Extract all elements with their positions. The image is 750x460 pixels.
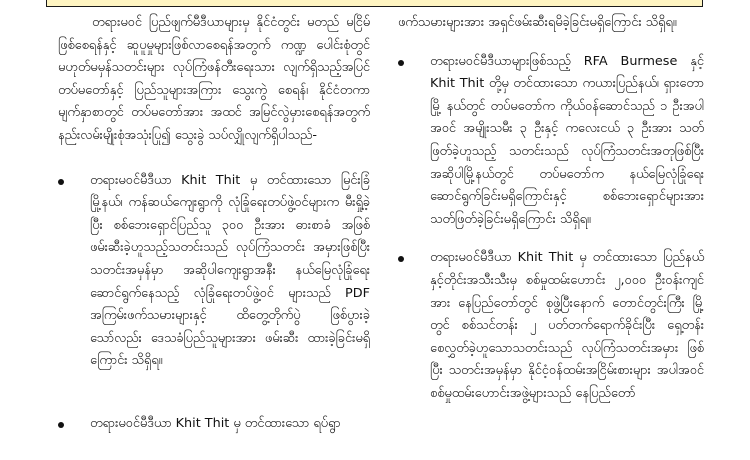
bullet-icon: [58, 422, 64, 428]
list-item: [398, 51, 704, 232]
list-item-text: တရားမဝင်မီဒီယာများဖြစ်သည့် RFA Burmese နှင့် Khit Thit တို့မှ တင်ထားသော ကယားပြည်နယ်၊ ရှားတောမြို့ နယ်တွင် တပ်မတော်က ကိုယ်ဝန်ဆောင်သည် ၁ ဦးအပါ အဝင် အမျိုးသမီး ၃ ဦးနှင့် ကလေးငယ် ၃ ဦးအား သတ် ဖြတ်ခဲ့ဟူသည့် သတင်းသည် လုပ်ကြံသတင်းအတုဖြစ်ပြီး အဆိုပါမြို့နယ်တွင် တပ်မတော်က နယ်မြေလုံခြုံရေး ဆောင်ရွက်ခြင်းမရှိကြောင်းနှင့် စစ်ဘေးရှောင်များအား သတ်ဖြတ်ခဲ့ခြင်းမရှိကြောင်း သိရှိရ။: [430, 53, 704, 227]
header-banner: [46, 0, 703, 7]
left-column: [58, 12, 370, 436]
continued-paragraph: ဖက်သမားများအား အရှင်ဖမ်းဆီးရမိခဲ့ခြင်းမရှိကြောင်း သိရှိရ။: [398, 15, 677, 30]
bullet-icon: [58, 179, 64, 185]
list-item: [398, 247, 704, 405]
bullet-icon: [398, 256, 404, 262]
intro-paragraph: တရားမဝင် ပြည်ဖျက်မီဒီယာများမှ နိုင်ငံတွင်း မတည် မငြိမ်ဖြစ်စေရန်နှင့် ဆူပူမှုများဖြစ်လာစေရန်အတွက် ကဏ္ဍ ပေါင်းစုံတွင် မဟုတ်မမှန်သတင်းများ လုပ်ကြံဖန်တီးရေးသား လျက်ရှိသည့်အပြင် တပ်မတော်နှင့် ပြည်သူများအကြား သွေးကွဲ စေရန်၊ နိုင်ငံတကာမျက်နှာစာတွင် တပ်မတော်အား အထင် အမြင်လွဲမှားစေရန်အတွက် နည်းလမ်းမျိုးစုံအသုံးပြု၍ သွေးခွဲ သပ်လျှိုလျက်ရှိပါသည်-: [58, 15, 370, 143]
list-item-text: တရားမဝင်မီဒီယာ Khit Thit မှ တင်ထားသော ရပ်ရွာ: [90, 415, 341, 431]
list-item-text: တရားမဝင်မီဒီယာ Khit Thit မှ တင်ထားသော မြင်းခြံ မြို့နယ်၊ ကန်ဆယ်ကျေးရွာကို လုံခြုံရေးတပ်ဖွဲ့ဝင်များက မီးရှို့ခဲ့ပြီး စစ်ဘေးရှောင်ပြည်သူ ၃၀၀ ဦးအား ဓားစာခံ အဖြစ် ဖမ်းဆီးခဲ့ဟူသည့်သတင်းသည် လုပ်ကြံသတင်း အမှားဖြစ်ပြီး သတင်းအမှန်မှာ အဆိုပါကျေးရွာအနီး နယ်မြေလုံခြုံရေးဆောင်ရွက်နေသည့် လုံခြုံရေးတပ်ဖွဲ့ဝင် များသည် PDF အကြမ်းဖက်သမားများနှင့် ထိတွေ့တိုက်ပွဲ ဖြစ်ပွားခဲ့သော်လည်း ဒေသခံပြည်သူများအား ဖမ်းဆီး ထားခဲ့ခြင်းမရှိကြောင်း သိရှိရ။: [90, 172, 370, 369]
bullet-icon: [398, 60, 404, 66]
list-item: [58, 413, 370, 436]
list-item-text: တရားမဝင်မီဒီယာ Khit Thit မှ တင်ထားသော ပြည်နယ် နှင့်တိုင်းအသီးသီးမှ စစ်မှုထမ်းဟောင်း ၂,၀၀၀ ဦးဝန်းကျင် အား နေပြည်တော်တွင် စုဖွဲ့ပြီးနောက် တောင်တွင်းကြီး မြို့တွင် စစ်သင်တန်း ၂ ပတ်တက်ရောက်ခိုင်းပြီး ရှေ့တန်း စေလွှတ်ခဲ့ဟူသောသတင်းသည် လုပ်ကြံသတင်းအမှား ဖြစ်ပြီး သတင်းအမှန်မှာ နိုင်ငံ့ဝန်ထမ်းအငြိမ်းစားများ အပါအဝင် စစ်မှုထမ်းဟောင်းအဖွဲ့များသည် နေပြည်တော်: [430, 250, 704, 401]
right-column: [398, 12, 704, 406]
list-item: [58, 170, 370, 373]
